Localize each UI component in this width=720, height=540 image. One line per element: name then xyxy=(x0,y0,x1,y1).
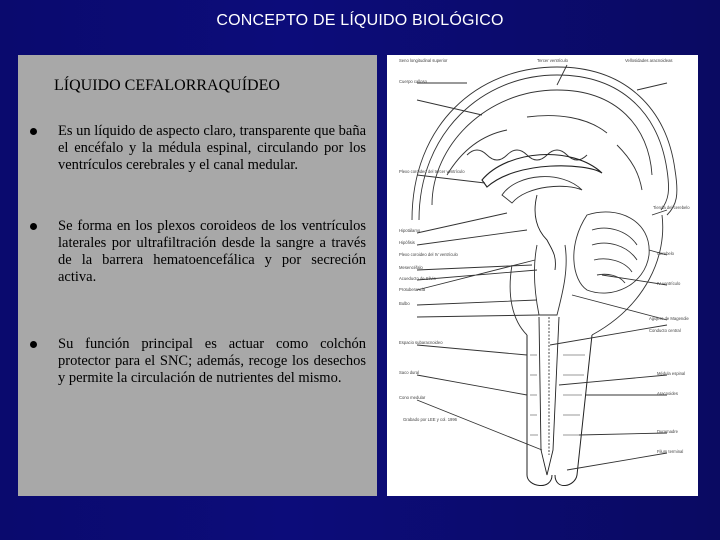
figure-label-left: Mesencéfalo xyxy=(399,265,423,270)
figure-label-left: Hipófisis xyxy=(399,240,415,245)
bullet-text: Es un líquido de aspecto claro, transparente que baña el encéfalo y la médula espinal, circulando por los ventrículos cerebrales y el canal medular. xyxy=(58,123,367,173)
figure-label-right: Conducto central xyxy=(649,328,681,333)
bullet-text: Su función principal es actuar como colchón protector para el SNC; además, recoge los desechos y permite la circulación de nutrientes del mismo. xyxy=(58,336,366,386)
bullet-dot-icon xyxy=(30,128,37,135)
figure-label-left: Espacio subaracnoideo xyxy=(399,340,443,345)
figure-label-left: Protuberancia xyxy=(399,287,426,292)
bullet-dot-icon xyxy=(30,341,37,348)
bullet-list xyxy=(26,123,366,431)
bullet-item xyxy=(26,218,366,286)
figure-label-left: Acueducto de Silvio xyxy=(399,276,436,281)
figure-label-right: Duramadre xyxy=(657,429,678,434)
figure-label-right: Vellosidades aracnoideas xyxy=(625,58,673,63)
figure-label-right: IV ventrículo xyxy=(657,281,681,286)
figure-label-left: Cono medular xyxy=(399,395,426,400)
figure-label-left: Saco dural xyxy=(399,370,420,375)
figure-label-right: Tercer ventrículo xyxy=(537,58,568,63)
figure-label-left: Hipotálamo xyxy=(399,228,421,233)
text-panel xyxy=(18,55,377,496)
figure-label-right: Aracnoides xyxy=(657,391,678,396)
bullet-dot-icon xyxy=(30,223,37,230)
csf-anatomy-figure xyxy=(387,55,698,496)
figure-label-right: Tienda del cerebelo xyxy=(653,205,690,210)
figure-credit: Grabado por LEE y col. 1996 xyxy=(403,417,458,422)
figure-label-right: Médula espinal xyxy=(657,371,686,376)
figure-label-left: Bulbo xyxy=(399,301,410,306)
figure-label-left: Cuerpo calloso xyxy=(399,79,427,84)
figure-label-right: Agujero de Magendie xyxy=(649,316,689,321)
slide-title: CONCEPTO DE LÍQUIDO BIOLÓGICO xyxy=(216,12,504,29)
figure-label-left: Plexo coroideo del IV ventrículo xyxy=(399,252,458,257)
figure-label-left: Seno longitudinal superior xyxy=(399,58,448,63)
figure-label-right: Filum terminal xyxy=(657,449,684,454)
figure-label-left: Plexo coroideo del tercer ventrículo xyxy=(399,169,465,174)
panel-heading: LÍQUIDO CEFALORRAQUÍDEO xyxy=(54,77,280,94)
figure-label-right: Cerebelo xyxy=(657,251,674,256)
bullet-text: Se forma en los plexos coroideos de los ventrículos laterales por ultrafiltración desde la sangre a través de la barrera hematoencefálica y por secreción activa. xyxy=(58,218,366,285)
bullet-item xyxy=(26,123,366,174)
bullet-item xyxy=(26,336,366,387)
